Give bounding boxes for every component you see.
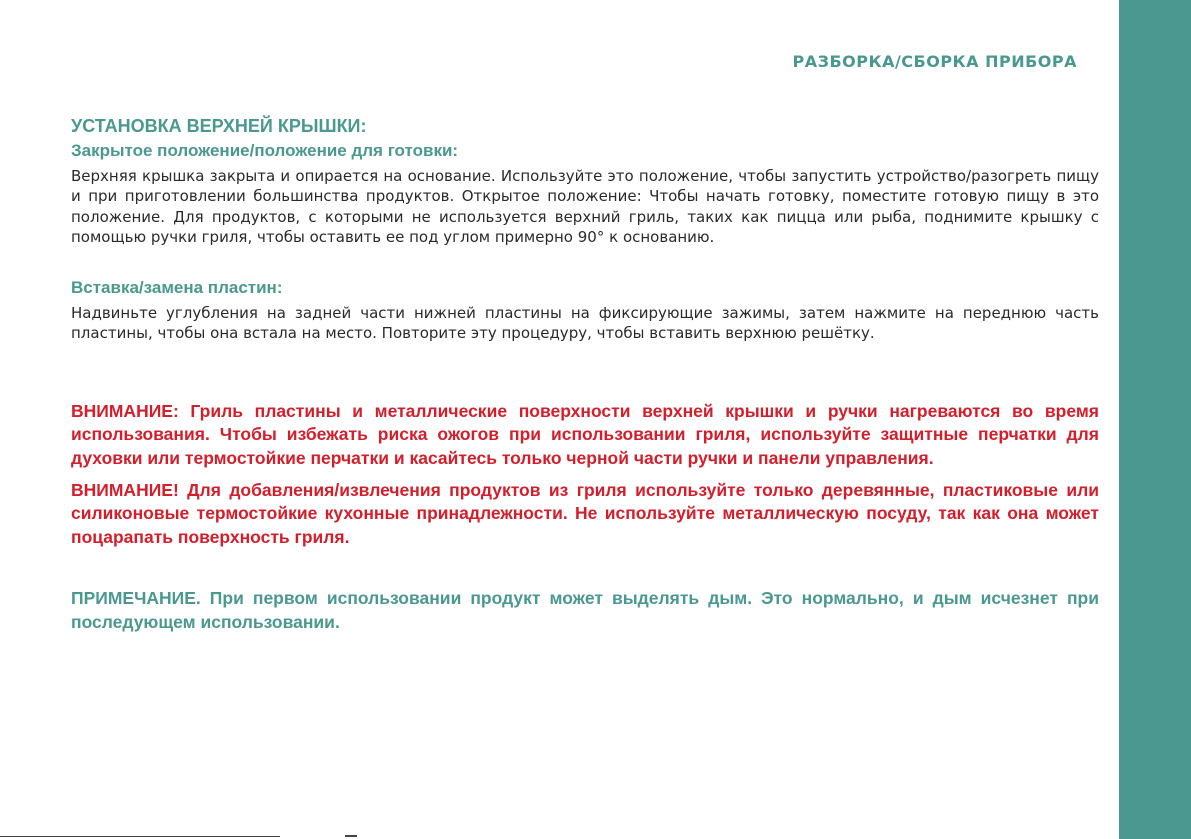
warning-utensils: ВНИМАНИЕ! Для добавления/извлечения продуктов из гриля используйте только деревянные, пластиковые или силиконовые термостойкие кухонные принадлежности. Не используйте металлическую посуду, так как она может поцарапать поверхность гриля.	[71, 479, 1099, 547]
plates-instructions: Надвиньте углубления на задней части нижней пластины на фиксирующие зажимы, затем нажмите на переднюю часть пластины, чтобы она встала на место. Повторите эту процедуру, чтобы вставить верхнюю решётку.	[71, 304, 1099, 343]
section-title: РАЗБОРКА/СБОРКА ПРИБОРА	[792, 52, 1077, 71]
lid-heading: УСТАНОВКА ВЕРХНЕЙ КРЫШКИ:	[71, 116, 367, 136]
lid-subheading: Закрытое положение/положение для готовки:	[71, 141, 459, 160]
footer-mark	[345, 835, 357, 837]
note-smoke: ПРИМЕЧАНИЕ. При первом использовании продукт может выделять дым. Это нормально, и дым исчезнет при последующем использовании.	[71, 588, 1099, 632]
footer-rule	[0, 836, 280, 837]
plates-subheading: Вставка/замена пластин:	[71, 278, 283, 298]
page-content	[71, 114, 1099, 635]
lid-instructions: Верхняя крышка закрыта и опирается на основание. Используйте это положение, чтобы запустить устройство/разогреть пищу и при приготовлении большинства продуктов. Открытое положение: Чтобы начать готовку, поместите готовую пищу в это положение. Для продуктов, с которыми не используется верхний гриль, таких как пицца или рыба, поднимите крышку с помощью ручки гриля, чтобы оставить ее под углом примерно 90° к основанию.	[71, 167, 1099, 246]
warning-hot-surfaces: ВНИМАНИЕ: Гриль пластины и металлические поверхности верхней крышки и ручки нагреваются во время использования. Чтобы избежать риска ожогов при использовании гриля, используйте защитные перчатки для духовки или термостойкие перчатки и касайтесь только черной части ручки и панели управления.	[71, 400, 1099, 468]
side-accent-bar	[1119, 0, 1191, 839]
